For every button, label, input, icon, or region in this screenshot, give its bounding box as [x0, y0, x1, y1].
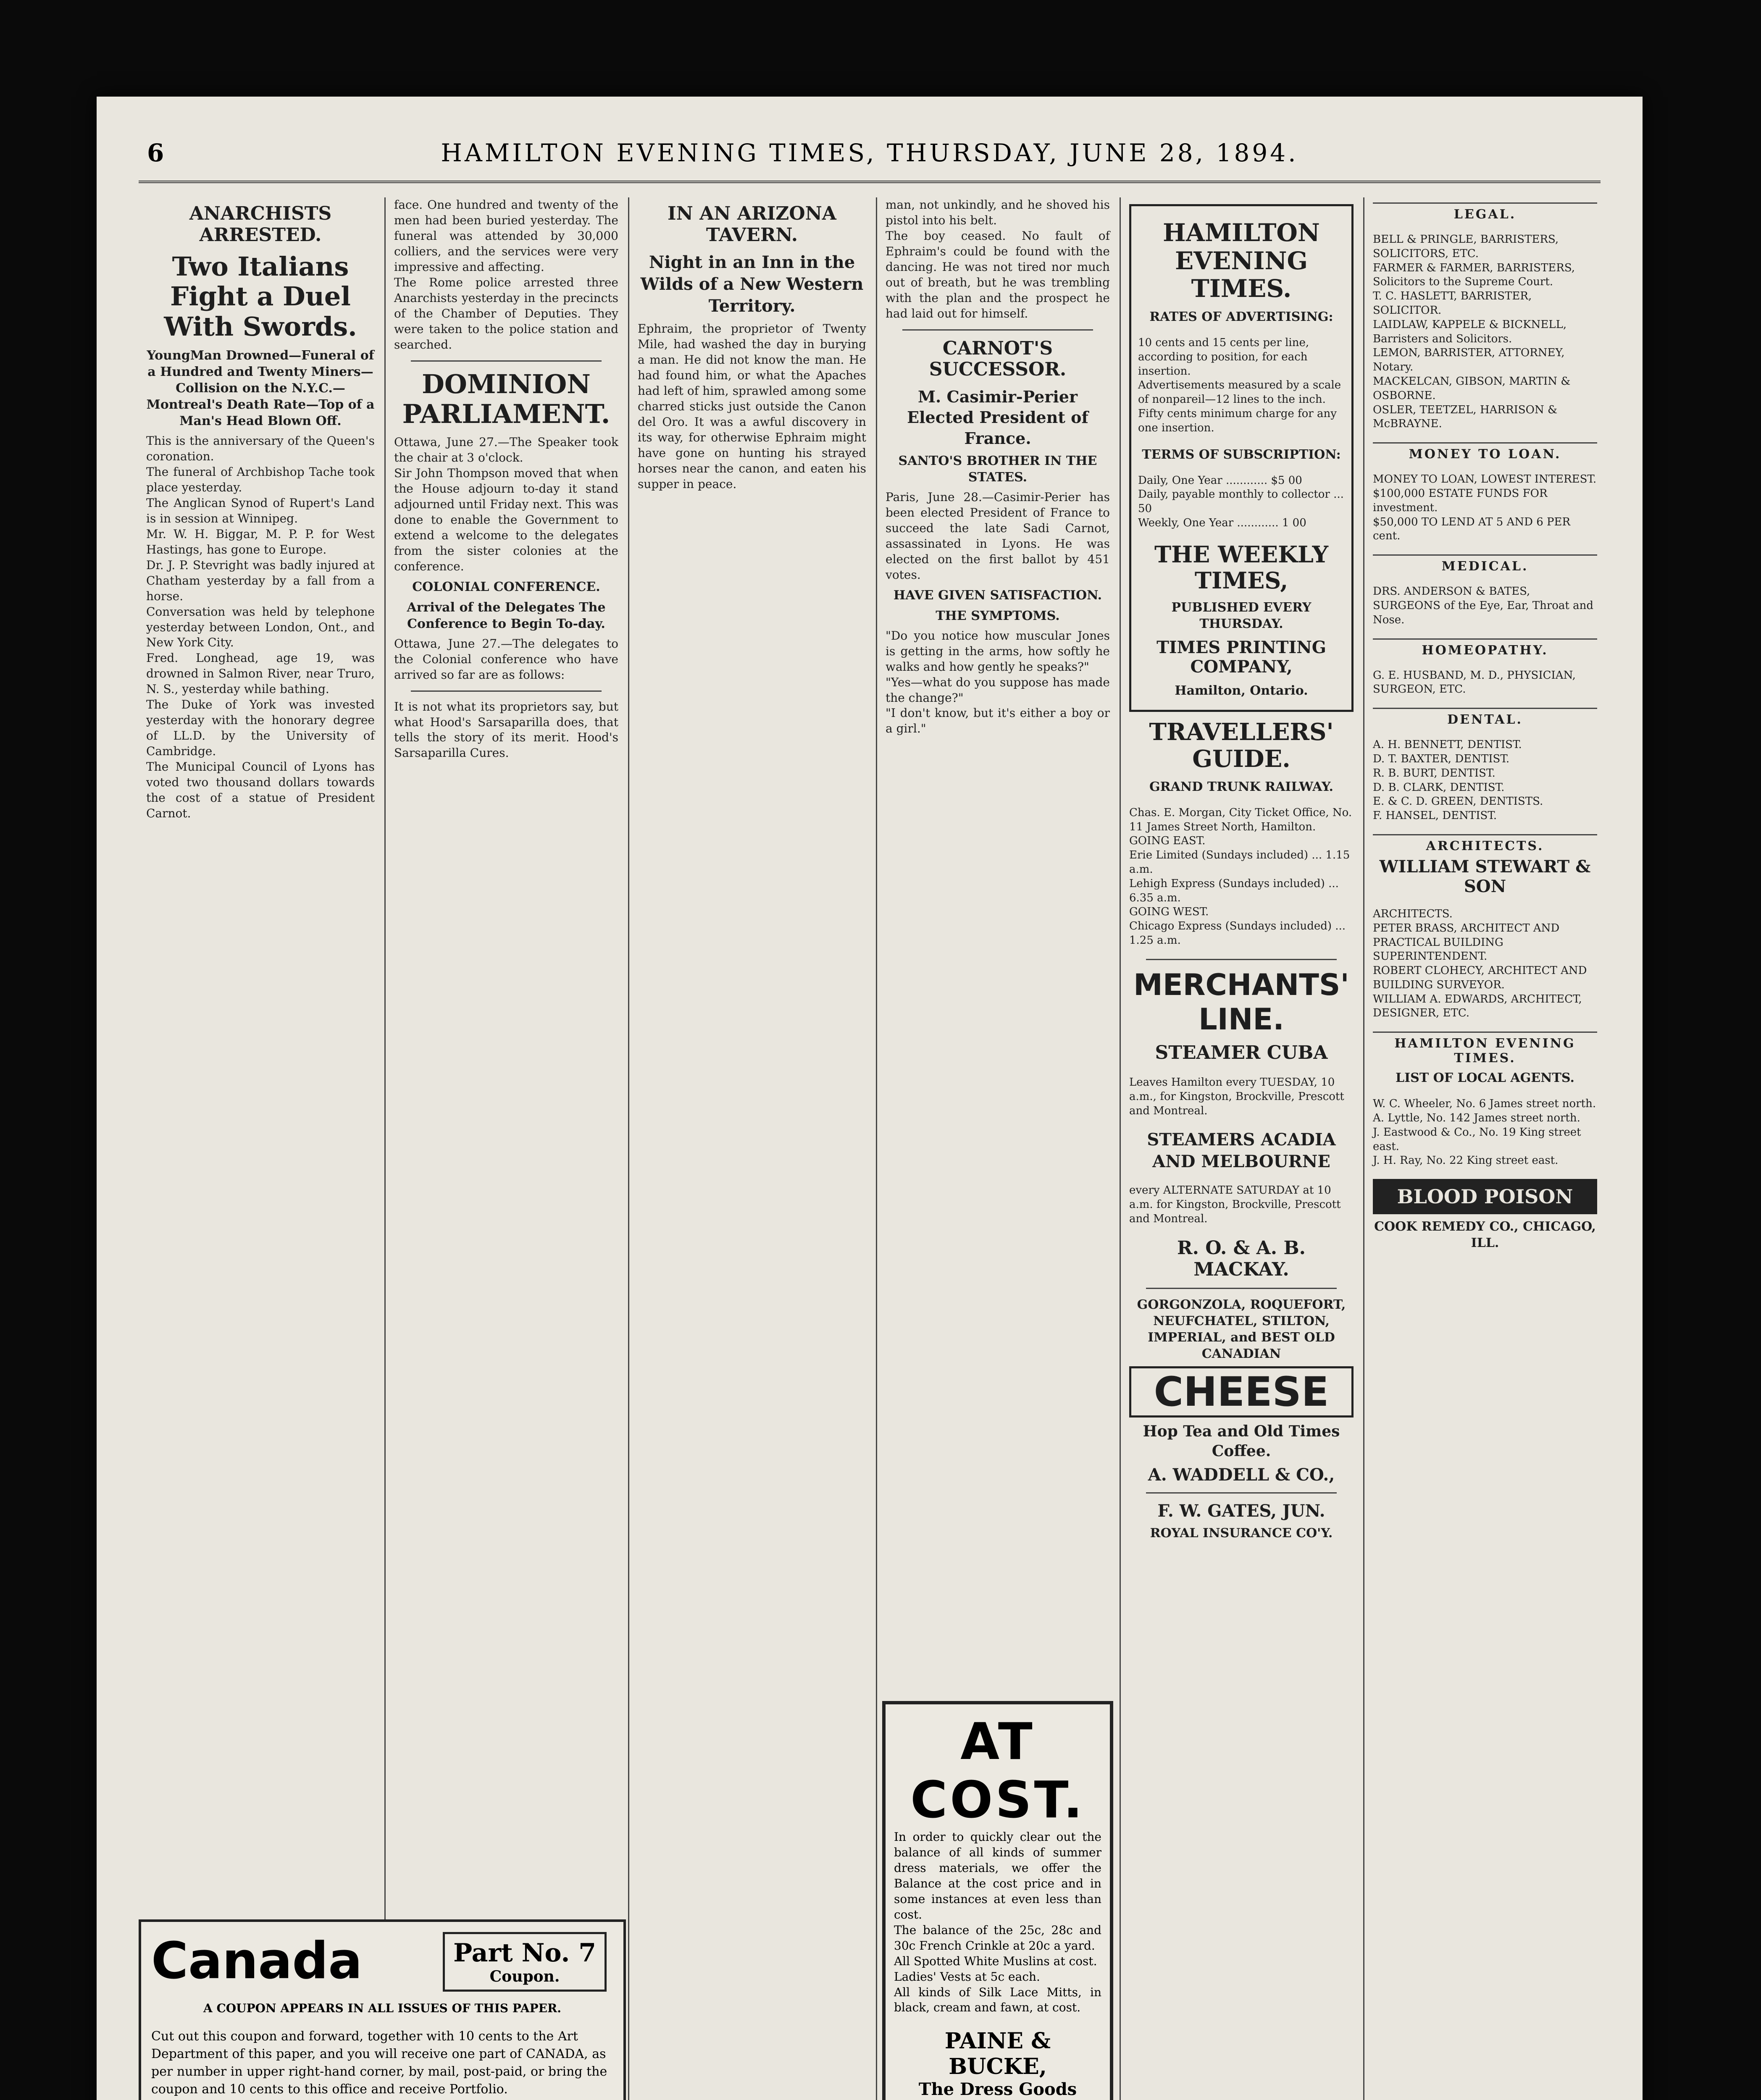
coupon-title: Canada: [151, 1932, 363, 1990]
printing-co-sub: Hamilton, Ontario.: [1175, 683, 1308, 698]
agents-listings: W. C. Wheeler, No. 6 James street north. A. Lyttle, No. 142 James street north. J. Eastwood & Co., No. 19 King street east. J. H. Ray, No. 22 King street east.: [1373, 1097, 1596, 1167]
subscription-body: Daily, One Year ............ $5 00 Daily, payable monthly to collector ... 50 Weekly, One Year ............ 1 00: [1138, 474, 1344, 530]
header-rule: [139, 181, 1601, 183]
waddell: A. WADDELL & CO.,: [1148, 1465, 1335, 1485]
agents-title: HAMILTON EVENING TIMES.: [1373, 1032, 1597, 1066]
article-body: This is the anniversary of the Queen's coronation. The funeral of Archbishop Tache took place yesterday. The Anglican Synod of Rupert's Land is in session at Winnipeg. Mr. W. H. Biggar, M. P. P. for West Hastings, has gone to Europe. Dr. J. P. Stevright was badly injured at Chatham yesterday by a fall from a horse. Conversation was held by telephone yesterday between London, Ont., and New York City. Fred. Longhead, age 19, was drowned in Salmon River, near Truro, N. S., yesterday while bathing. The Duke of York was invested yesterday with the honorary degree of LL.D. by the University of Cambridge. The Municipal Council of Lyons has voted two thousand dollars towards the cost of a statue of President Carnot.: [146, 434, 375, 820]
merchants-line-title: MERCHANTS' LINE.: [1133, 967, 1349, 1037]
cheese-ad: CHEESE: [1129, 1366, 1354, 1418]
coupon-body: Cut out this coupon and forward, together with 10 cents to the Art Department of this paper, and you will receive one part of CANADA, as per number in upper right-hand corner, by mail, post-paid, or bring the coupon and 10 cents to this office and receive Portfolio.: [151, 2029, 607, 2097]
cook-remedy: COOK REMEDY CO., CHICAGO, ILL.: [1374, 1219, 1596, 1251]
column-rule: [1120, 197, 1121, 2100]
column-rule: [876, 197, 877, 2100]
coupon-part: Part No. 7: [453, 1938, 596, 1968]
cheese-list: GORGONZOLA, ROQUEFORT, NEUFCHATEL, STILTON, IMPERIAL, and BEST OLD CANADIAN: [1137, 1297, 1346, 1361]
column-6: [1365, 197, 1605, 2100]
rates-title: RATES OF ADVERTISING:: [1149, 310, 1333, 325]
headline-arizona: IN AN ARIZONA TAVERN.: [668, 203, 836, 246]
medical-title: MEDICAL.: [1373, 554, 1597, 574]
legal-listings: BELL & PRINGLE, BARRISTERS, SOLICITORS, ETC. FARMER & FARMER, BARRISTERS, Solicitors to the Supreme Court. T. C. HASLETT, BARRISTER, SOLICITOR. LAIDLAW, KAPPELE & BICKNELL, Barristers and Solicitors. LEMON, BARRISTER, ATTORNEY, Notary. MACKELCAN, GIBSON, MARTIN & OSBORNE. OSLER, TEETZEL, HARRISON & McBRAYNE.: [1373, 233, 1575, 430]
column-4: [878, 197, 1117, 1684]
article-body: Ephraim, the proprietor of Twenty Mile, had washed the day in burying a man. He did not know the man. He had found him, or what the Apaches had left of him, sprawled among some charred sticks just outside the Canon del Oro. It was a awful discovery in its way, for otherwise Ephraim might have gone on hunting his strayed horses near the canon, and eaten his supper in peace.: [638, 322, 870, 491]
gtr-title: GRAND TRUNK RAILWAY.: [1149, 779, 1333, 794]
column-rule: [384, 197, 386, 2100]
subhead-satisfaction: HAVE GIVEN SATISFACTION.: [893, 588, 1102, 603]
gates: F. W. GATES, JUN.: [1157, 1501, 1325, 1521]
agents-sub: LIST OF LOCAL AGENTS.: [1396, 1071, 1574, 1086]
times-ad-box: [1129, 204, 1354, 712]
hop-tea: Hop Tea and Old Times Coffee.: [1143, 1422, 1340, 1460]
subhead-symptoms: THE SYMPTOMS.: [936, 608, 1060, 623]
deck: YoungMan Drowned—Funeral of a Hundred and Twenty Miners—Collision on the N.Y.C.—Montreal's Death Rate—Top of a Man's Head Blown Off.: [146, 348, 375, 429]
money-listings: MONEY TO LOAN, LOWEST INTEREST. $100,000 ESTATE FUNDS FOR investment. $50,000 TO LEND AT 5 AND 6 PER cent.: [1373, 473, 1597, 543]
guide-body: Chas. E. Morgan, City Ticket Office, No. 11 James Street North, Hamilton. GOING EAST. Erie Limited (Sundays included) ... 1.15 a.m. Lehigh Express (Sundays included) ... 6.35 a.m. GOING WEST. Chicago Express (Sundays included) ... 1.25 a.m.: [1129, 806, 1352, 947]
newspaper-page: [97, 97, 1643, 2100]
royal-insurance: ROYAL INSURANCE CO'Y.: [1150, 1526, 1333, 1541]
column-rule: [1363, 197, 1364, 2100]
steamers-acadia: STEAMERS ACADIA AND MELBOURNE: [1147, 1130, 1336, 1172]
masthead: HAMILTON EVENING TIMES, THURSDAY, JUNE 28, 1894.: [441, 139, 1298, 167]
steamer-cuba: STEAMER CUBA: [1155, 1042, 1328, 1063]
paine-bucke: PAINE & BUCKE,: [944, 2028, 1051, 2080]
divider: [1146, 959, 1337, 960]
deck-conference: Arrival of the Delegates The Conference to Begin To-day.: [407, 600, 606, 631]
money-title: MONEY TO LOAN.: [1373, 442, 1597, 462]
headline-anarchists: ANARCHISTS ARRESTED.: [189, 203, 332, 246]
subscription-title: TERMS OF SUBSCRIPTION:: [1142, 447, 1341, 462]
homeopathy-listings: G. E. HUSBAND, M. D., PHYSICIAN, SURGEON, ETC.: [1373, 669, 1580, 696]
divider: [902, 329, 1093, 331]
hoods-notice: It is not what its proprietors say, but what Hood's Sarsaparilla does, that tells the story of its merit. Hood's Sarsaparilla Cures.: [394, 699, 622, 760]
steamers-acadia-body: every ALTERNATE SATURDAY at 10 a.m. for Kingston, Brockville, Prescott and Montreal.: [1129, 1184, 1344, 1225]
column-5: [1122, 197, 1361, 2100]
headline-parliament: DOMINION PARLIAMENT.: [402, 368, 610, 429]
steamer-cuba-body: Leaves Hamilton every TUESDAY, 10 a.m., for Kingston, Brockville, Prescott and Montreal.: [1129, 1076, 1348, 1117]
printing-co: TIMES PRINTING COMPANY,: [1156, 638, 1326, 677]
architects-title: ARCHITECTS.: [1373, 834, 1597, 853]
at-cost-ad: [882, 1701, 1113, 2100]
article-body-2: Ottawa, June 27.—The delegates to the Colonial conference who have arrived so far are as follows:: [394, 636, 622, 682]
homeopathy-title: HOMEOPATHY.: [1373, 638, 1597, 658]
divider: [1146, 1288, 1337, 1289]
mackay-agents: R. O. & A. B. MACKAY.: [1177, 1237, 1306, 1280]
coupon-word: Coupon.: [489, 1968, 560, 1985]
divider: [411, 690, 602, 692]
article-body-mid: The Rome police arrested three Anarchists yesterday in the precincts of the Chamber of Deputies. They were taken to the police station and searched.: [394, 275, 622, 352]
headline-carnot: CARNOT'S SUCCESSOR.: [929, 337, 1067, 381]
rates-body: 10 cents and 15 cents per line, according to position, for each insertion. Advertisements measured by a scale of nonpareil—12 lines to the inch. Fifty cents minimum charge for any one insertion.: [1138, 336, 1341, 434]
architects-listings: ARCHITECTS. PETER BRASS, ARCHITECT AND PRACTICAL BUILDING SUPERINTENDENT. ROBERT CLOHECY, ARCHITECT AND BUILDING SURVEYOR. WILLIAM A. EDWARDS, ARCHITECT, DESIGNER, ETC.: [1373, 907, 1587, 1020]
weekly-times-sub: PUBLISHED EVERY THURSDAY.: [1171, 600, 1312, 632]
medical-listings: DRS. ANDERSON & BATES, SURGEONS of the Eye, Ear, Throat and Nose.: [1373, 585, 1597, 626]
paine-bucke-tagline: The Dress Goods: [918, 2079, 1077, 2100]
article-body: Ottawa, June 27.—The Speaker took the chair at 3 o'clock. Sir John Thompson moved that when the House adjourn to-day it stand adjourned until Friday next. This was done to enable the Government to extend a welcome to the delegates from the sister colonies at the conference.: [394, 435, 618, 573]
weekly-times-title: THE WEEKLY TIMES,: [1154, 541, 1329, 594]
coupon-part-box: [443, 1932, 607, 1992]
page-header: [97, 139, 1643, 176]
coupon-banner: A COUPON APPEARS IN ALL ISSUES OF THIS PAPER.: [203, 2001, 561, 2015]
column-2: [386, 197, 626, 1911]
divider: [1146, 1492, 1337, 1494]
article-body: Paris, June 28.—Casimir-Perier has been elected President of France to succeed the late Sadi Carnot, assassinated in Lyons. He was elected on the first ballot by 451 votes.: [886, 490, 1114, 582]
at-cost-title: AT COST.: [910, 1713, 1085, 1830]
legal-title: LEGAL.: [1373, 202, 1597, 222]
canada-coupon[interactable]: [139, 1919, 626, 2100]
article-body-top: man, not unkindly, and he shoved his pistol into his belt. The boy ceased. No fault of Ephraim's could be found with the dancing. He was not tired nor much out of breath, but he was trembling with the plan and the prospect he had laid out for himself.: [886, 198, 1110, 320]
travellers-guide-title: TRAVELLERS' GUIDE.: [1149, 718, 1334, 773]
page-number: 6: [147, 139, 164, 167]
column-rule: [628, 197, 629, 2100]
column-1: [139, 197, 382, 1911]
at-cost-body: In order to quickly clear out the balance of all kinds of summer dress materials, we offer the Balance at the cost price and in some instances at even less than cost. The balance of the 25c, 28c and 30c French Crinkle at 20c a yard. All Spotted White Muslins at cost. Ladies' Vests at 5c each. All kinds of Silk Lace Mitts, in black, cream and fawn, at cost.: [894, 1830, 1101, 2015]
subhead-conference: COLONIAL CONFERENCE.: [412, 579, 600, 594]
dental-listings: A. H. BENNETT, DENTIST. D. T. BAXTER, DENTIST. R. B. BURT, DENTIST. D. B. CLARK, DENTIST. E. & C. D. GREEN, DENTISTS. F. HANSEL, DENTIST.: [1373, 738, 1543, 822]
column-3: [630, 197, 874, 2100]
symptoms-body: "Do you notice how muscular Jones is getting in the arms, how softly he walks and how gently he speaks?" "Yes—what do you suppose has made the change?" "I don't know, but it's either a boy or a girl.": [886, 628, 1110, 736]
divider: [411, 360, 602, 362]
subhead-casimir: M. Casimir-Perier Elected President of France.: [907, 387, 1088, 448]
subhead-duel: Two Italians Fight a Duel With Swords.: [164, 251, 357, 342]
subhead-arizona: Night in an Inn in the Wilds of a New Western Territory.: [640, 252, 864, 316]
times-masthead: HAMILTON EVENING TIMES.: [1163, 218, 1320, 303]
stewart-and-son: WILLIAM STEWART & SON: [1379, 856, 1591, 896]
article-body-top: face. One hundred and twenty of the men had been buried yesterday. The funeral was attended by 30,000 colliers, and the services were very impressive and affecting.: [394, 198, 622, 274]
blood-poison-ad: BLOOD POISON: [1373, 1179, 1597, 1214]
dental-title: DENTAL.: [1373, 708, 1597, 727]
subhead-santo: SANTO'S BROTHER IN THE STATES.: [898, 453, 1097, 485]
